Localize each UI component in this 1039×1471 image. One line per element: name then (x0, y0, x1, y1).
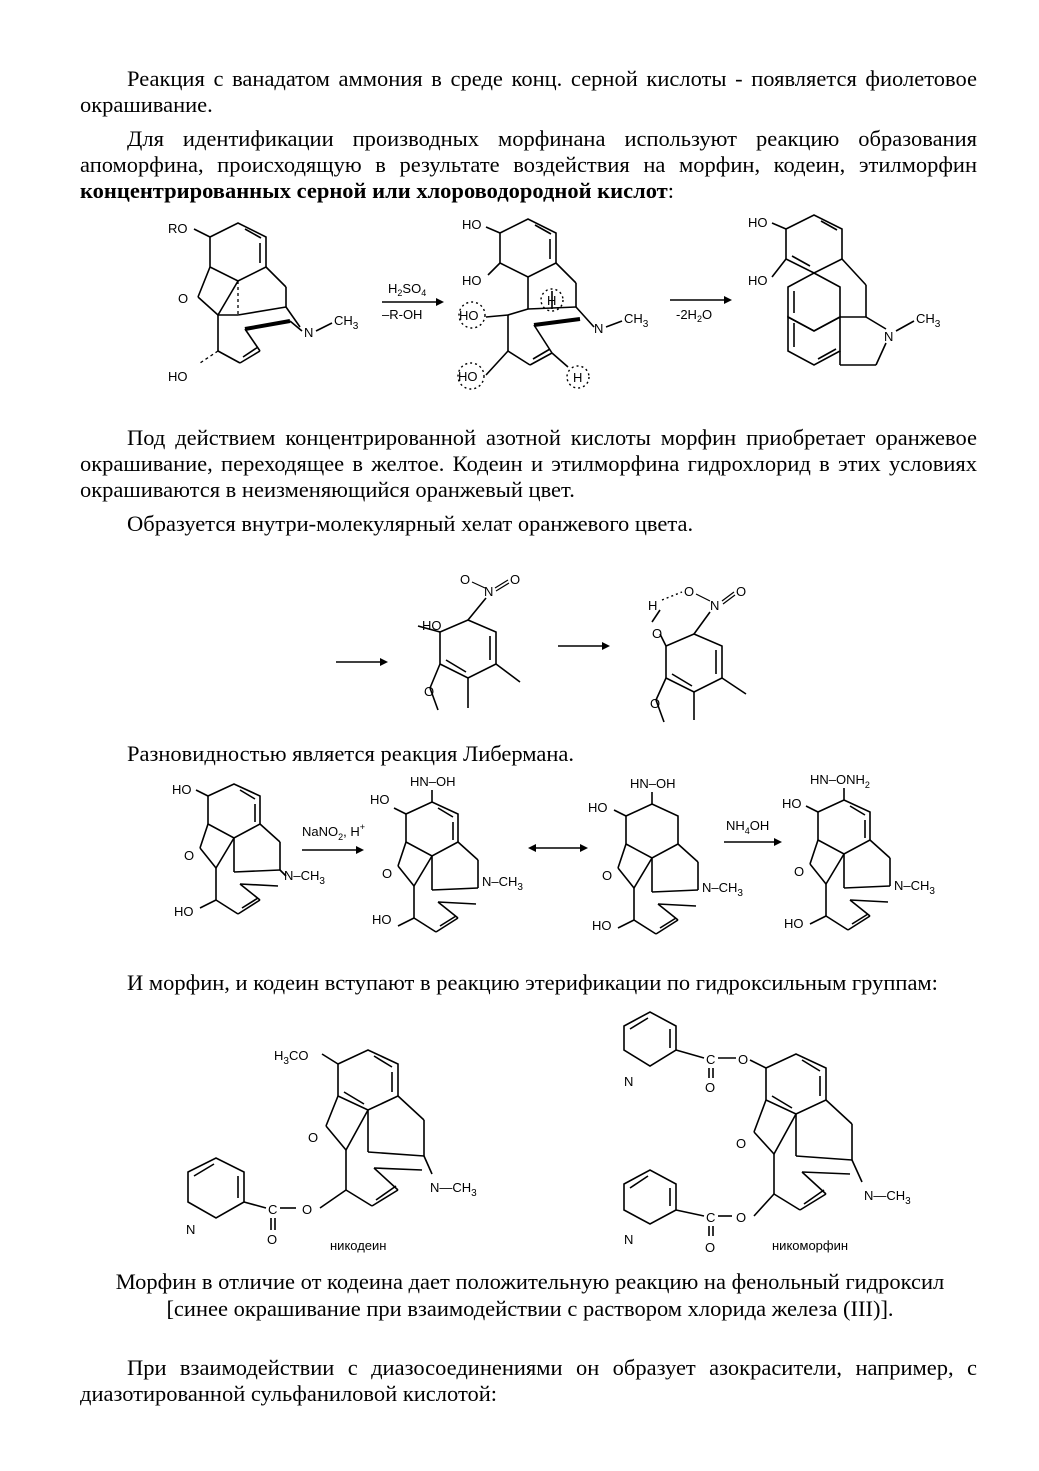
liberman-reaction-scheme (160, 768, 950, 938)
circled-hydrogen-label: H (573, 370, 583, 385)
nitro-oxygen-label: O (510, 572, 521, 587)
paragraph-text: Под действием концентрированной азотной кислоты морфин приобретает оранжевое окрашивание, переходящее в желтое. Кодеин и этилморфина гидрохлорид в этих условиях окрашиваются в неизменяющийся оранжевый цвет. (80, 425, 977, 502)
nitro-oxygen-label: O (460, 572, 471, 587)
paragraph-text: При взаимодействии с диазосоединениями он образует азокрасители, например, с диазотированной сульфаниловой кислотой: (80, 1355, 977, 1406)
nitrogen-label: N (594, 321, 604, 336)
methoxy-oxygen-label: O (650, 696, 661, 711)
chelate-structure (648, 584, 746, 722)
paragraph-nitric-acid (80, 425, 977, 503)
bold-acid-phrase: концентрированных серной или хлороводородной кислот (80, 178, 668, 203)
product-structure (782, 772, 935, 931)
reaction-arrow-dehydration (670, 296, 732, 324)
esters-scheme (170, 1030, 940, 1260)
paragraph-liberman (80, 741, 977, 767)
phenol-oxygen-label: O (652, 626, 663, 641)
nitroso-morphine-structure (370, 774, 523, 932)
intermediate-structure (458, 217, 649, 389)
tautomer-structure (588, 776, 743, 934)
paragraph-text: : (667, 178, 674, 203)
methyl-label: $CH_3$ (916, 311, 941, 330)
carbonyl-carbon-label: C (268, 1202, 278, 1217)
paragraph-chelate (80, 511, 977, 537)
n-methyl-label: $N-CH_3$ (702, 880, 743, 899)
paragraph-vanadate-reaction (80, 66, 977, 118)
nitro-nitrogen-label: N (484, 584, 494, 599)
reagent-minus-roh: –R-OH (382, 307, 423, 322)
paragraph-text: И морфин, и кодеин вступают в реакцию этерификации по гидроксильным группам: (127, 970, 938, 995)
paragraph-text: Морфин в отличие от кодеина дает положительную реакцию на фенольный гидроксил [синее окрашивание при взаимодействии с раствором хлорида железа (III)]. (115, 1269, 945, 1321)
paragraph-phenolic-hydroxyl (100, 1268, 960, 1322)
n-methyl-label: $N—CH_3$ (864, 1188, 911, 1207)
hydroxyl-label: HO (748, 215, 768, 230)
circled-hydroxyl-label: HO (459, 308, 479, 323)
hydroxylamino-label: HN–OH (630, 776, 676, 791)
hydroxyl-label: HO (372, 912, 392, 927)
ester-oxygen-label: O (738, 1052, 749, 1067)
ring-oxygen-label: O (184, 848, 195, 863)
nitro-oxygen-label: O (736, 584, 747, 599)
methoxy-label: $H_3CO$ (274, 1048, 309, 1067)
apomorphine-structure (748, 215, 941, 365)
chelate-hydrogen-label: H (648, 598, 658, 613)
nitrogen-label: N (884, 329, 894, 344)
reagent-nano2-label: NaNO$_2$, H+ (302, 822, 366, 842)
hydroxyl-label: HO (422, 618, 442, 633)
methoxy-oxygen-label: O (424, 684, 435, 699)
paragraph-azo-dyes (80, 1355, 977, 1407)
hydroxyl-label: HO (462, 217, 482, 232)
methyl-label: $CH_3$ (624, 311, 649, 330)
ester-oxygen-label: O (302, 1202, 313, 1217)
reaction-arrow-nano2 (302, 822, 365, 854)
pyridine-nitrogen-label: N (186, 1222, 196, 1237)
carbonyl-oxygen-label: O (705, 1240, 716, 1255)
ring-oxygen-label: O (178, 291, 189, 306)
reagent-h2so4: $H_2SO_4$ (388, 281, 427, 298)
paragraph-esterification (80, 970, 977, 996)
hydroxyl-label: HO (168, 369, 188, 384)
nicomorphine-structure (624, 1012, 911, 1255)
apomorphine-reaction-scheme (150, 205, 970, 405)
reaction-arrow-nh4oh (724, 818, 782, 846)
paragraph-text: Реакция с ванадатом аммония в среде конц. серной кислоты - появляется фиолетовое окрашивание. (80, 66, 977, 117)
hydroxyl-label: HO (172, 782, 192, 797)
hydroxyl-label: HO (748, 273, 768, 288)
circled-hydroxyl-label: HO (458, 369, 478, 384)
ring-oxygen-label: O (736, 1136, 747, 1151)
n-methyl-label: $N-CH_3$ (894, 878, 935, 897)
hydroxyl-label: HO (370, 792, 390, 807)
nitro-oxygen-label: O (684, 584, 695, 599)
carbonyl-oxygen-label: O (267, 1232, 278, 1247)
hydroxyl-label: HO (174, 904, 194, 919)
carbonyl-carbon-label: C (706, 1052, 716, 1067)
paragraph-apomorphine-intro (80, 126, 977, 204)
n-methyl-label: $N-CH_3$ (284, 868, 325, 887)
pyridine-nitrogen-label: N (624, 1074, 634, 1089)
resonance-arrow (528, 844, 588, 852)
pyridine-nitrogen-label: N (624, 1232, 634, 1247)
n-methyl-label: $N-CH_3$ (482, 874, 523, 893)
morphine-derivative-structure (168, 221, 359, 384)
paragraph-text: Для идентификации производных морфинана используют реакцию образования апоморфина, происходящую в результате воздействия на морфин, кодеин, этилморфин (80, 126, 977, 177)
reaction-arrow-h2so4 (382, 281, 444, 322)
nitro-nitrogen-label: N (710, 598, 720, 613)
nicodeine-structure (186, 1048, 477, 1253)
paragraph-text: Образуется внутри-молекулярный хелат оранжевого цвета. (127, 511, 694, 536)
paragraph-text: Разновидностью является реакция Либермана. (127, 741, 575, 766)
nicodeine-label: никодеин (330, 1238, 387, 1253)
hydroxyl-label: HO (462, 273, 482, 288)
hydroxyl-label: HO (782, 796, 802, 811)
minus-water-label: $-2H_2O$ (676, 307, 713, 324)
nitro-chelate-scheme (330, 570, 790, 730)
hydroxylamino-label: HN–OH (410, 774, 456, 789)
nicomorphine-label: никоморфин (772, 1238, 849, 1253)
ring-oxygen-label: O (308, 1130, 319, 1145)
n-methyl-label: $N—CH_3$ (430, 1180, 477, 1199)
hydroxylamine-ester-label: $HN-ONH_2$ (810, 772, 870, 790)
circled-hydrogen-label: H (547, 293, 557, 308)
nitrogen-label: N (304, 325, 314, 340)
methyl-label: $CH_3$ (334, 313, 359, 332)
hydroxyl-label: HO (592, 918, 612, 933)
ro-label: RO (168, 221, 188, 236)
ester-oxygen-label: O (736, 1210, 747, 1225)
ring-oxygen-label: O (382, 866, 393, 881)
nitro-phenol-structure (418, 572, 520, 710)
reagent-nh4oh-label: $NH_4OH$ (726, 818, 770, 836)
carbonyl-oxygen-label: O (705, 1080, 716, 1095)
hydroxyl-label: HO (588, 800, 608, 815)
hydroxyl-label: HO (784, 916, 804, 931)
carbonyl-carbon-label: C (706, 1210, 716, 1225)
ring-oxygen-label: O (602, 868, 613, 883)
ring-oxygen-label: O (794, 864, 805, 879)
